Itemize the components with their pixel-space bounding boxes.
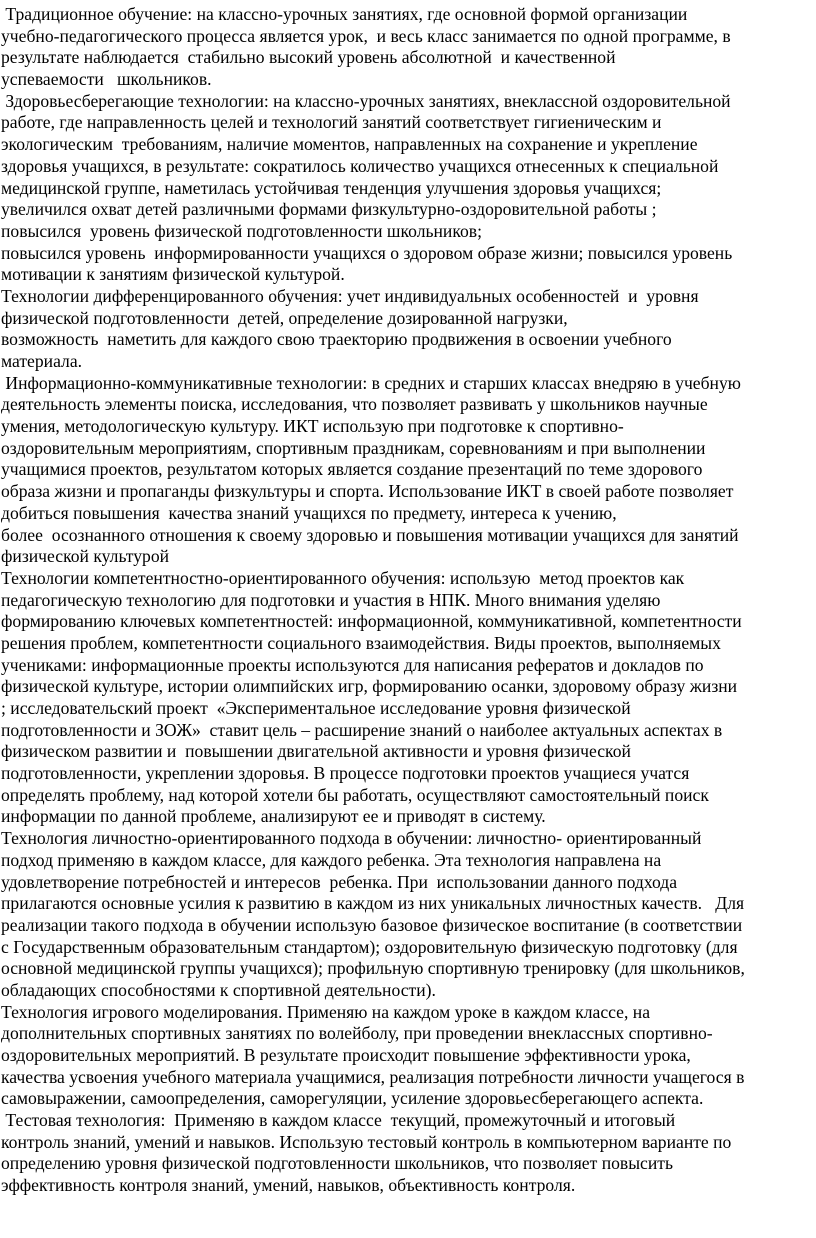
text-line: учебно-педагогического процесса является урок, и весь класс занимается по одной программе, в (1, 25, 731, 46)
text-line: определению уровня физической подготовленности школьников, что позволяет повысить (1, 1153, 673, 1174)
text-line: информации по данной проблеме, анализируют ее и приводят в систему. (1, 806, 546, 827)
text-line: решения проблем, компетентности социального взаимодействия. Виды проектов, выполняемых (1, 632, 721, 653)
text-line: успеваемости школьников. (1, 69, 212, 90)
text-line: подготовленности, укреплении здоровья. В процессе подготовки проектов учащиеся учатся (1, 763, 690, 784)
text-line: самовыражении, самоопределения, саморегуляции, усиление здоровьесберегающего аспекта. (1, 1088, 704, 1109)
text-line: физической подготовленности детей, определение дозированной нагрузки, (1, 307, 568, 328)
text-line: работе, где направленность целей и технологий занятий соответствует гигиеническим и (1, 112, 662, 133)
text-line: Технологии компетентностно-ориентированного обучения: использую метод проектов как (1, 567, 685, 588)
text-line: повысился уровень физической подготовленности школьников; (1, 220, 482, 241)
text-line: дополнительных спортивных занятиях по волейболу, при проведении внеклассных спортивно- (1, 1023, 713, 1044)
text-line: с Государственным образовательным стандартом); оздоровительную физическую подготовку (для (1, 936, 738, 957)
text-line: подготовленности и ЗОЖ» ставит цель – расширение знаний о наиболее актуальных аспектах в (1, 719, 723, 740)
text-line: материала. (1, 351, 83, 371)
text-line: учениками: информационные проекты используются для написания рефератов и докладов по (1, 654, 704, 675)
text-line: контроль знаний, умений и навыков. Использую тестовый контроль в компьютерном варианте по (1, 1131, 732, 1152)
text-line: возможность наметить для каждого свою траекторию продвижения в освоении учебного (1, 329, 672, 350)
text-line: физической культурой (1, 546, 170, 567)
text-line: Информационно-коммуникативные технологии: в средних и старших классах внедряю в учебную (1, 372, 741, 393)
text-line: результате наблюдается стабильно высокий уровень абсолютной и качественной (1, 47, 616, 68)
text-line: медицинской группе, наметилась устойчивая тенденция улучшения здоровья учащихся; (1, 177, 662, 198)
text-line: более осознанного отношения к своему здоровью и повышения мотивации учащихся для занятий (1, 524, 739, 545)
text-line: прилагаются основные усилия к развитию в каждом из них уникальных личностных качеств. Для (1, 893, 745, 914)
text-line: Традиционное обучение: на классно-урочных занятиях, где основной формой организации (1, 4, 688, 24)
text-line: определять проблему, над которой хотели бы работать, осуществляют самостоятельный поиск (1, 784, 709, 805)
text-line: Технология личностно-ориентированного подхода в обучении: личностно- ориентированный (1, 828, 702, 849)
text-line: мотивации к занятиям физической культурой. (1, 264, 345, 285)
text-line: обладающих способностями к спортивной деятельности). (1, 979, 436, 1000)
text-line: ; исследовательский проект «Экспериментальное исследование уровня физической (1, 698, 631, 718)
text-line: деятельность элементы поиска, исследования, что позволяет развивать у школьников научные (1, 394, 708, 415)
text-line: основной медицинской группы учащихся); профильную спортивную тренировку (для школьников, (1, 958, 745, 979)
text-line: повысился уровень информированности учащихся о здоровом образе жизни; повысился уровень (1, 242, 733, 263)
text-line: оздоровительным мероприятиям, спортивным праздникам, соревнованиям и при выполнении (1, 437, 706, 458)
text-line: удовлетворение потребностей и интересов ребенка. При использовании данного подхода (1, 871, 678, 892)
text-line: формированию ключевых компетентностей: информационной, коммуникативной, компетентности (1, 611, 742, 632)
text-line: здоровья учащихся, в результате: сократилось количество учащихся отнесенных к специальной (1, 155, 719, 176)
text-line: качества усвоения учебного материала учащимися, реализация потребности личности учащегося в (1, 1066, 745, 1087)
text-line: учащимися проектов, результатом которых является создание презентаций по теме здорового (1, 459, 703, 480)
text-line: экологическим требованиям, наличие моментов, направленных на сохранение и укрепление (1, 134, 698, 155)
text-line: добиться повышения качества знаний учащихся по предмету, интереса к учению, (1, 502, 617, 523)
text-line: Технологии дифференцированного обучения: учет индивидуальных особенностей и уровня (1, 285, 699, 306)
text-line: Тестовая технология: Применяю в каждом классе текущий, промежуточный и итоговый (1, 1110, 676, 1131)
text-line: подход применяю в каждом классе, для каждого ребенка. Эта технология направлена на (1, 849, 662, 870)
text-line: умения, методологическую культуру. ИКТ использую при подготовке к спортивно- (1, 416, 624, 437)
text-line: физической культуре, истории олимпийских игр, формированию осанки, здоровому образу жизни (1, 676, 738, 697)
text-line: реализации такого подхода в обучении использую базовое физическое воспитание (в соответствии (1, 914, 743, 935)
text-line: оздоровительных мероприятий. В результате происходит повышение эффективности урока, (1, 1045, 691, 1065)
text-line: образа жизни и пропаганды физкультуры и спорта. Использование ИКТ в своей работе позволяет (1, 481, 734, 502)
text-line: увеличился охват детей различными формами физкультурно-оздоровительной работы ; (1, 199, 657, 220)
text-line: эффективность контроля знаний, умений, навыков, объективность контроля. (1, 1175, 576, 1196)
text-line: физическом развитии и повышении двигательной активности и уровня физической (1, 741, 631, 762)
text-line: педагогическую технологию для подготовки и участия в НПК. Много внимания уделяю (1, 589, 661, 610)
text-line: Технология игрового моделирования. Применяю на каждом уроке в каждом классе, на (1, 1001, 651, 1022)
text-line: Здоровьесберегающие технологии: на классно-урочных занятиях, внеклассной оздоровительной (1, 90, 731, 111)
